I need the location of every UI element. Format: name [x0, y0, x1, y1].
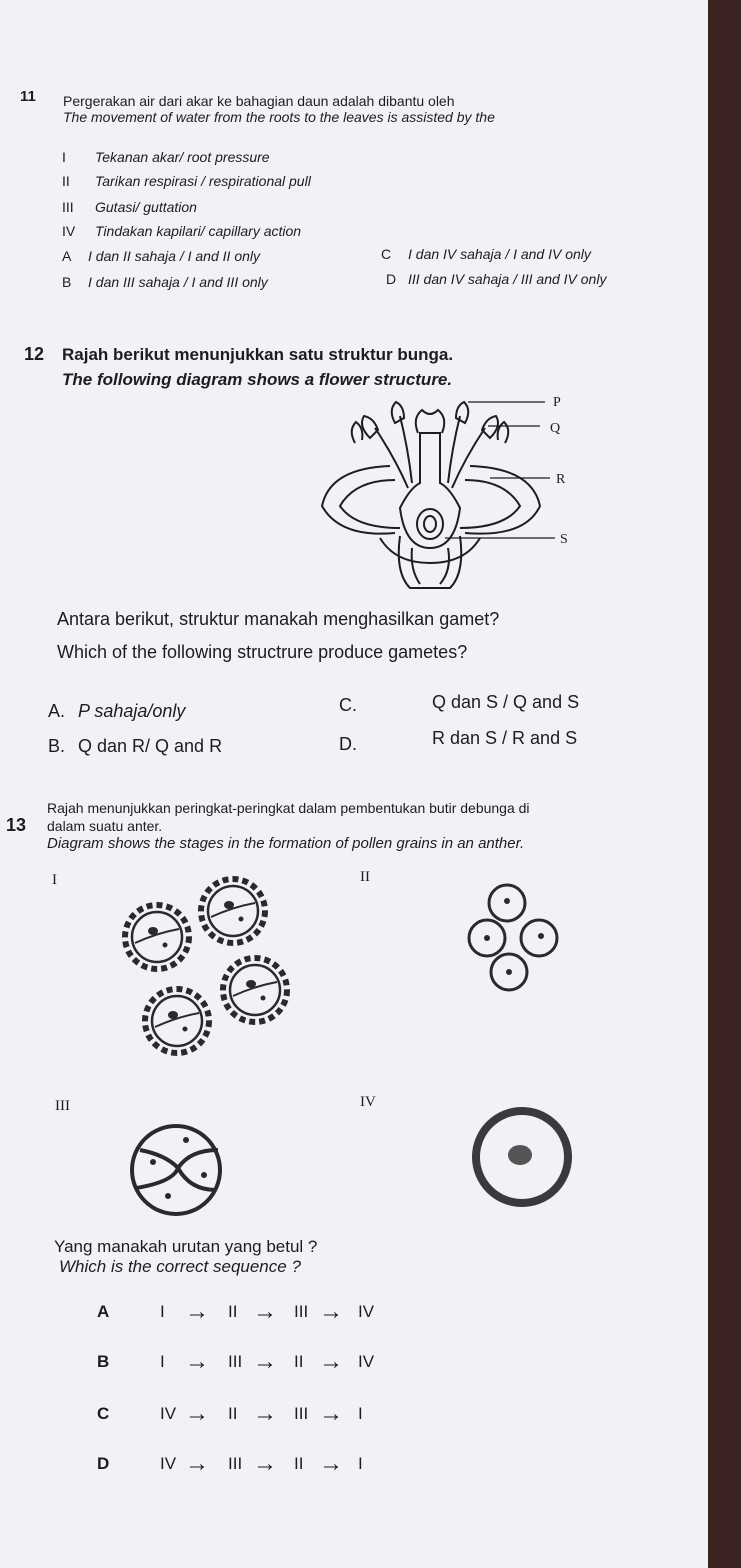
q11-option-d[interactable]: III dan IV sahaja / III and IV only: [408, 271, 607, 287]
q11-item-num: II: [62, 173, 70, 189]
sequence-stage: III: [228, 1454, 243, 1473]
q11-item-text: Tindakan kapilari/ capillary action: [95, 223, 302, 239]
arrow-right-icon: →: [253, 1400, 277, 1427]
label-r: R: [556, 472, 566, 487]
sequence-stage: II: [294, 1352, 304, 1371]
q12-option-letter: D.: [339, 734, 357, 754]
sequence-stage: IV: [358, 1302, 375, 1321]
stage-ii-microspores: [462, 880, 562, 1000]
q11-item-num: IV: [62, 223, 76, 239]
sequence-stage: III: [228, 1352, 243, 1371]
label-s: S: [560, 532, 568, 547]
sequence-stage: II: [228, 1302, 238, 1321]
q11-number: 11: [20, 88, 36, 105]
q13-option-letter: A: [97, 1302, 110, 1321]
q12-option-letter: A.: [48, 701, 66, 721]
arrow-right-icon: →: [319, 1400, 343, 1427]
q11-item-text: Tarikan respirasi / respirational pull: [95, 173, 311, 189]
q11-item-num: III: [62, 199, 74, 215]
sequence-stage: I: [160, 1352, 165, 1371]
q11-option-letter: B: [62, 274, 72, 290]
q13-question-en: Which is the correct sequence ?: [59, 1257, 301, 1276]
q13-option-d[interactable]: [0, 1452, 708, 1480]
q12-option-b[interactable]: Q dan R/ Q and R: [78, 736, 223, 756]
q11-item-text: Gutasi/ guttation: [95, 199, 197, 215]
sequence-stage: IV: [358, 1352, 375, 1371]
stage-label-i: I: [52, 872, 57, 888]
q12-option-d[interactable]: R dan S / R and S: [432, 728, 578, 748]
q13-stem-ms-2: dalam suatu anter.: [47, 818, 163, 834]
sequence-stage: IV: [160, 1454, 177, 1473]
sequence-stage: I: [358, 1454, 363, 1473]
q13-option-b[interactable]: [0, 1350, 708, 1378]
q12-number: 12: [24, 344, 45, 364]
q12-question-en: Which of the following structrure produce gametes?: [57, 642, 468, 662]
q12-stem-ms: Rajah berikut menunjukkan satu struktur bunga.: [62, 345, 454, 364]
q11-option-a[interactable]: I dan II sahaja / I and II only: [88, 248, 260, 264]
q13-option-a[interactable]: [0, 1300, 708, 1328]
stage-iii-tetrad: [128, 1120, 228, 1220]
arrow-right-icon: →: [185, 1450, 209, 1477]
q11-option-b[interactable]: I dan III sahaja / I and III only: [88, 274, 268, 290]
arrow-right-icon: →: [319, 1348, 343, 1375]
q12-option-letter: B.: [48, 736, 66, 756]
sequence-stage: I: [358, 1404, 363, 1423]
arrow-right-icon: →: [185, 1400, 209, 1427]
sequence-stage: II: [294, 1454, 304, 1473]
arrow-right-icon: →: [185, 1298, 209, 1325]
stage-label-ii: II: [360, 869, 370, 885]
q11-item-text: Tekanan akar/ root pressure: [95, 149, 270, 165]
q12-option-a[interactable]: P sahaja/only: [78, 701, 186, 721]
q11-stem-ms: Pergerakan air dari akar ke bahagian daun adalah dibantu oleh: [63, 93, 455, 109]
stage-label-iii: III: [55, 1098, 70, 1114]
arrow-right-icon: →: [253, 1298, 277, 1325]
stage-i-pollen-grains: [115, 875, 305, 1060]
q11-option-letter: A: [62, 248, 72, 264]
stage-iv-mother-cell: [470, 1105, 574, 1209]
arrow-right-icon: →: [319, 1450, 343, 1477]
sequence-stage: I: [160, 1302, 165, 1321]
label-p: P: [553, 395, 561, 410]
q13-stem-ms-1: Rajah menunjukkan peringkat-peringkat dalam pembentukan butir debunga di: [47, 800, 530, 816]
q11-option-letter: D: [386, 271, 397, 287]
sequence-stage: III: [294, 1302, 309, 1321]
q11-option-letter: C: [381, 246, 392, 262]
arrow-right-icon: →: [253, 1450, 277, 1477]
q13-question-ms: Yang manakah urutan yang betul ?: [54, 1237, 318, 1256]
q13-option-letter: C: [97, 1404, 110, 1423]
q13-option-letter: B: [97, 1352, 110, 1371]
arrow-right-icon: →: [319, 1298, 343, 1325]
q12-option-c[interactable]: Q dan S / Q and S: [432, 692, 580, 712]
q13-option-c[interactable]: [0, 1402, 708, 1430]
q13-number: 13: [6, 815, 27, 835]
q11-stem-en: The movement of water from the roots to the leaves is assisted by the: [63, 109, 495, 125]
q13-stem-en: Diagram shows the stages in the formation of pollen grains in an anther.: [47, 835, 525, 852]
arrow-right-icon: →: [253, 1348, 277, 1375]
q11-option-c[interactable]: I dan IV sahaja / I and IV only: [408, 246, 591, 262]
q11-item-num: I: [62, 149, 66, 165]
sequence-stage: II: [228, 1404, 238, 1423]
sequence-stage: IV: [160, 1404, 177, 1423]
table-edge: [708, 0, 741, 1568]
q13-option-letter: D: [97, 1454, 110, 1473]
q12-stem-en: The following diagram shows a flower structure.: [62, 370, 453, 389]
q12-question-ms: Antara berikut, struktur manakah menghasilkan gamet?: [57, 609, 500, 629]
arrow-right-icon: →: [185, 1348, 209, 1375]
q12-option-letter: C.: [339, 695, 357, 715]
flower-structure-diagram: [300, 388, 600, 593]
stage-label-iv: IV: [360, 1094, 376, 1110]
label-q: Q: [550, 421, 561, 436]
sequence-stage: III: [294, 1404, 309, 1423]
